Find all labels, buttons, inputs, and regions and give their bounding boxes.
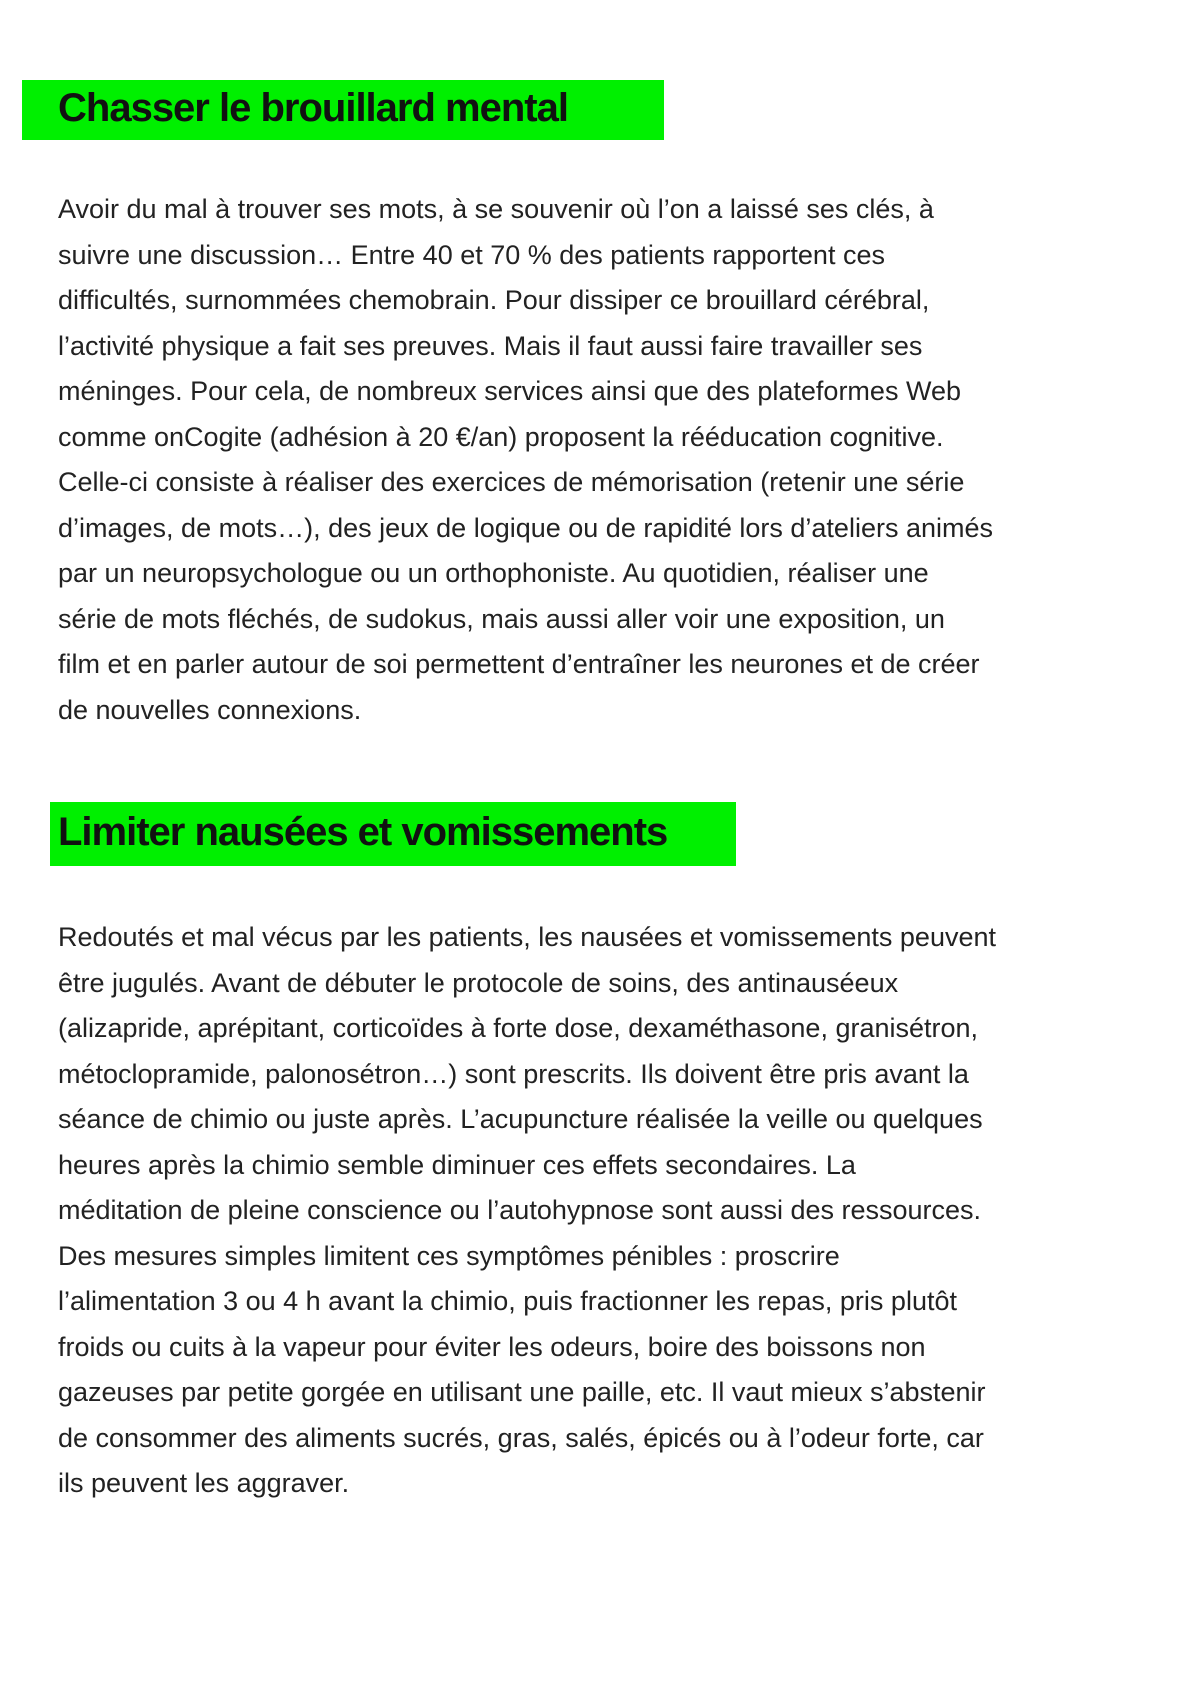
heading-text: Chasser le brouillard mental [58, 86, 568, 130]
text-line: difficultés, surnommées chemobrain. Pour dissiper ce brouillard cérébral, [58, 285, 930, 315]
text-line: film et en parler autour de soi permettent d’entraîner les neurones et de créer [58, 649, 980, 679]
section-heading-nausees [50, 802, 736, 866]
text-line: être jugulés. Avant de débuter le protocole de soins, des antinauséeux [58, 967, 899, 998]
text-line: série de mots fléchés, de sudokus, mais aussi aller voir une exposition, un [58, 603, 945, 634]
paragraph-brouillard [58, 187, 1168, 733]
text-line: gazeuses par petite gorgée en utilisant une paille, etc. Il vaut mieux s’abstenir [58, 1377, 986, 1407]
text-line: Avoir du mal à trouver ses mots, à se souvenir où l’on a laissé ses clés, à [58, 194, 934, 224]
text-line: comme onCogite (adhésion à 20 €/an) proposent la rééducation cognitive. [58, 421, 944, 452]
text-line: de nouvelles connexions. [58, 694, 362, 725]
text-line: suivre une discussion… Entre 40 et 70 % des patients rapportent ces [58, 239, 885, 270]
text-line: ils peuvent les aggraver. [58, 1468, 350, 1498]
text-line: méditation de pleine conscience ou l’autohypnose sont aussi des ressources. [58, 1195, 982, 1225]
text-line: méninges. Pour cela, de nombreux services ainsi que des plateformes Web [58, 376, 961, 406]
text-line: froids ou cuits à la vapeur pour éviter les odeurs, boire des boissons non [58, 1331, 926, 1362]
text-line: (alizapride, aprépitant, corticoïdes à forte dose, dexaméthasone, granisétron, [58, 1013, 979, 1043]
paragraph-nausees [58, 915, 1168, 1507]
text-line: Redoutés et mal vécus par les patients, les nausées et vomissements peuvent [58, 922, 996, 952]
text-line: heures après la chimio semble diminuer ces effets secondaires. La [58, 1149, 856, 1180]
heading-text: Limiter nausées et vomissements [58, 810, 668, 854]
text-line: Des mesures simples limitent ces symptômes pénibles : proscrire [58, 1240, 840, 1271]
text-line: séance de chimio ou juste après. L’acupuncture réalisée la veille ou quelques [58, 1104, 983, 1134]
section-heading-brouillard [22, 80, 664, 140]
text-line: de consommer des aliments sucrés, gras, salés, épicés ou à l’odeur forte, car [58, 1422, 984, 1453]
text-line: l’alimentation 3 ou 4 h avant la chimio, puis fractionner les repas, pris plutôt [58, 1286, 957, 1316]
text-line: d’images, de mots…), des jeux de logique ou de rapidité lors d’ateliers animés [58, 512, 993, 543]
text-line: l’activité physique a fait ses preuves. Mais il faut aussi faire travailler ses [58, 330, 923, 361]
text-line: Celle-ci consiste à réaliser des exercices de mémorisation (retenir une série [58, 467, 965, 497]
text-line: métoclopramide, palonosétron…) sont prescrits. Ils doivent être pris avant la [58, 1058, 969, 1089]
text-line: par un neuropsychologue ou un orthophoniste. Au quotidien, réaliser une [58, 558, 929, 588]
